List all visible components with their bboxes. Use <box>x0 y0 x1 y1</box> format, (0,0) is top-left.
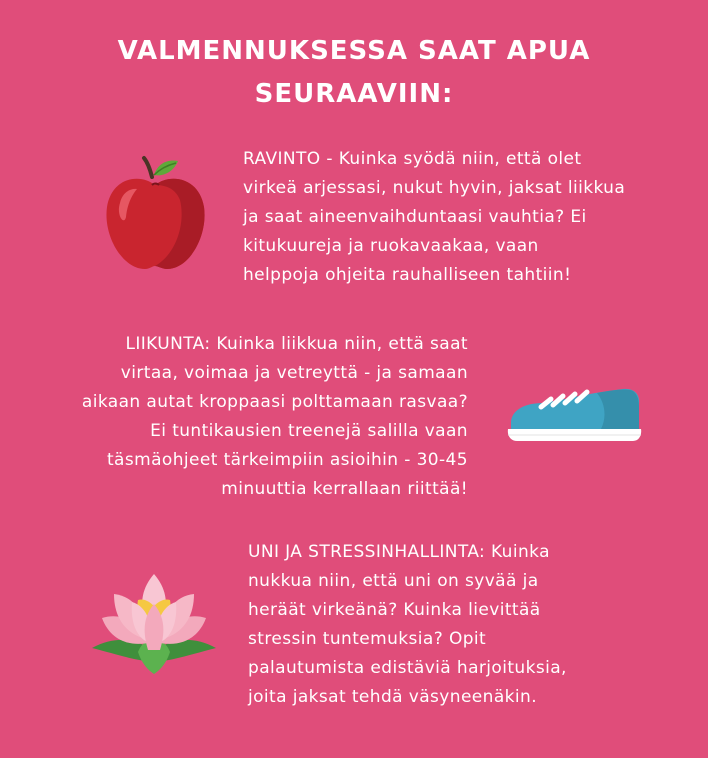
section-exercise-line: aikaan autat kroppaasi polttamaan rasvaa? <box>81 392 468 412</box>
section-nutrition-line: ja saat aineenvaihduntaasi vauhtia? Ei <box>243 207 587 227</box>
apple-icon <box>100 155 210 275</box>
section-sleep-stress-line: nukkua niin, että uni on syvää ja <box>248 571 539 591</box>
sneaker-icon <box>505 385 645 450</box>
section-exercise-line: täsmäohjeet tärkeimpiin asioihin - 30-45 <box>106 450 468 470</box>
section-exercise-text <box>82 330 468 504</box>
section-nutrition-line: RAVINTO - Kuinka syödä niin, että olet <box>243 149 582 169</box>
section-sleep-stress-line: palautumista edistäviä harjoituksia, <box>248 658 567 678</box>
section-exercise-line: minuuttia kerrallaan riittää! <box>221 479 468 499</box>
section-nutrition-line: helppoja ohjeita rauhalliseen tahtiin! <box>243 265 572 285</box>
section-nutrition-line: kitukuureja ja ruokavaakaa, vaan <box>243 236 539 256</box>
section-exercise-line: Ei tuntikausien treenejä salilla vaan <box>150 421 468 441</box>
section-sleep-stress-line: UNI JA STRESSINHALLINTA: Kuinka <box>248 542 550 562</box>
lotus-icon <box>88 570 220 680</box>
page-title <box>0 30 708 116</box>
section-nutrition-text <box>243 145 625 290</box>
section-sleep-stress-line: stressin tuntemuksia? Opit <box>248 629 487 649</box>
page-title-line-2: SEURAAVIIN: <box>254 79 454 109</box>
section-sleep-stress-line: joita jaksat tehdä väsyneenäkin. <box>248 687 537 707</box>
section-sleep-stress-line: heräät virkeänä? Kuinka lievittää <box>248 600 541 620</box>
section-sleep-stress-text <box>248 538 567 712</box>
section-exercise-line: LIIKUNTA: Kuinka liikkua niin, että saat <box>125 334 468 354</box>
section-exercise-line: virtaa, voimaa ja vetreyttä - ja samaan <box>120 363 468 383</box>
page-title-line-1: VALMENNUKSESSA SAAT APUA <box>117 36 591 66</box>
section-nutrition-line: virkeä arjessasi, nukut hyvin, jaksat liikkua <box>243 178 626 198</box>
